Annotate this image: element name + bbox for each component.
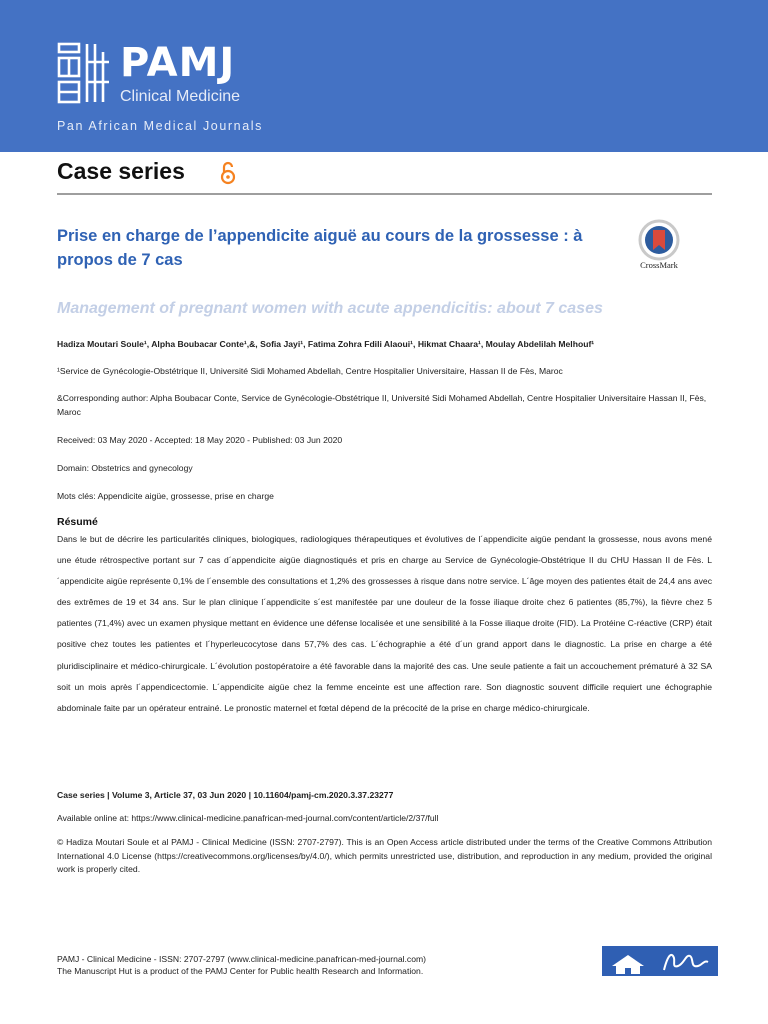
author-list: Hadiza Moutari Soule¹, Alpha Boubacar Conte¹,&, Sofia Jayi¹, Fatima Zohra Fdili Alaoui¹, Hikmat Chaara¹, Moulay Abdelilah Melhouf¹ xyxy=(57,339,595,349)
publication-dates: Received: 03 May 2020 - Accepted: 18 May 2020 - Published: 03 Jun 2020 xyxy=(57,435,343,445)
brand-subtitle: Clinical Medicine xyxy=(120,88,241,105)
abstract-heading: Résumé xyxy=(57,516,98,528)
available-online-link[interactable]: Available online at: https://www.clinical-medicine.panafrican-med-journal.com/content/article/2/37/full xyxy=(57,813,439,823)
journal-header-banner xyxy=(0,0,768,152)
citation-line: Case series | Volume 3, Article 37, 03 Jun 2020 | 10.11604/pamj-cm.2020.3.37.23277 xyxy=(57,790,394,800)
manuscript-hut-logo-icon xyxy=(602,946,718,976)
article-domain: Domain: Obstetrics and gynecology xyxy=(57,463,193,473)
article-title-english: Management of pregnant women with acute appendicitis: about 7 cases xyxy=(57,300,603,317)
article-type-heading: Case series xyxy=(57,158,185,184)
open-access-lock-icon xyxy=(219,161,237,185)
license-statement: © Hadiza Moutari Soule et al PAMJ - Clinical Medicine (ISSN: 2707-2797). This is an Open Access article distributed under the terms of the Creative Commons Attribution International 4.0 License (https://creativecommons.org/licenses/by/4.0/), which permits unrestricted use, distribution, and reproduction in any medium, provided the original work is properly cited. xyxy=(57,837,712,874)
keywords: Mots clés: Appendicite aigüe, grossesse, prise en charge xyxy=(57,491,274,501)
brand-name: PAMJ xyxy=(120,40,236,86)
crossmark-label: CrossMark xyxy=(640,260,678,270)
footer-issn: PAMJ - Clinical Medicine - ISSN: 2707-2797 (www.clinical-medicine.panafrican-med-journal.com) xyxy=(57,954,427,964)
pamj-logo-icon xyxy=(57,42,111,106)
author-affiliation: ¹Service de Gynécologie-Obstétrique II, Université Sidi Mohamed Abdellah, Centre Hospitalier Universitaire, Hassan II de Fès, Maroc xyxy=(57,366,563,376)
footer-manuscript-hut: The Manuscript Hut is a product of the PAMJ Center for Public health Research and Information. xyxy=(57,966,424,976)
corresponding-author: &Corresponding author: Alpha Boubacar Conte, Service de Gynécologie-Obstétrique II, Université Sidi Mohamed Abdellah, Centre Hospitalier Universitaire Hassan II, Fès, Maroc xyxy=(57,393,707,417)
article-title-french: Prise en charge de l’appendicite aiguë au cours de la grossesse : à propos de 7 cas xyxy=(57,227,583,269)
abstract-text: Dans le but de décrire les particularités cliniques, biologiques, radiologiques thérapeutiques et évolutives de l´appendicite aigüe pendant la grossesse, nous avons mené une étude rétrospective portant sur 7 cas d´appendicite aigüe diagnostiqués et pris en charge au Service de Gynécologie-Obstétrique II du CHU Hassan II de Fès. L´appendicite aigüe représente 0,1% de l´ensemble des consultations et 1,2% des grossesses à risque dans notre service. L´âge moyen des patientes était de 24,4 ans avec des extrêmes de 19 et 34 ans. Sur le plan clinique l´appendicite s´est manifestée par une douleur de la fosse iliaque droite chez 6 patientes (85,7%), la fièvre chez 5 patientes (71,4%) avec un examen physique mettant en évidence une défense localisée et une sensibilité à la Fosse iliaque droite (FID). La Protéine C-réactive (CRP) était positive chez toutes les patientes et l´hyperleucocytose dans 57,7% des cas. L´échographie a été d´un grand apport dans le diagnostic. La prise en charge a été pluridisciplinaire et médico-chirurgicale. L´évolution postopératoire a été favorable dans la majorité des cas. Une seule patiente a fait un accouchement prématuré à 32 SA soit un mois après l´appendicectomie. L´appendicite aigüe chez la femme enceinte est une affection rare. Son diagnostic souvent difficile requiert une échographie abdominale faite par un opérateur entrainé. Le pronostic maternel et fœtal dépend de la précocité de la prise en charge médico-chirurgicale. xyxy=(57,534,712,713)
brand-tagline: Pan African Medical Journals xyxy=(57,119,263,133)
section-divider xyxy=(57,193,712,195)
